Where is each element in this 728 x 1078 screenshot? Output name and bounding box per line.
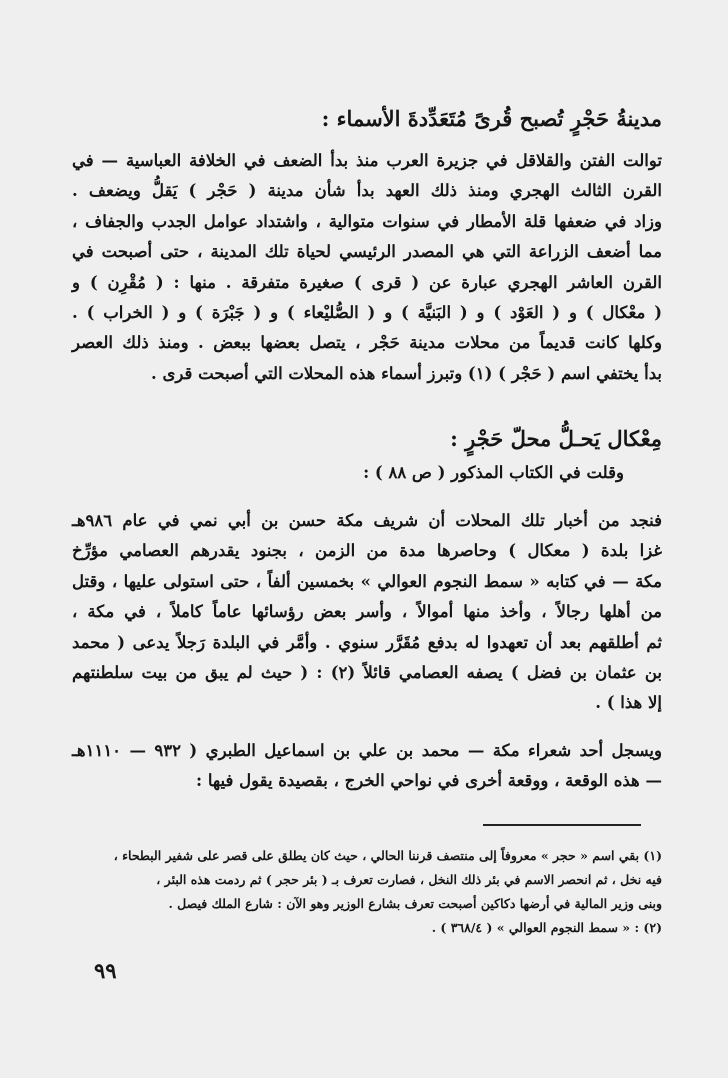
text-line: غزا بلدة ( معكال ) وحاصرها مدة من الزمن ، بجنود يقدرهم العصامي مؤرِّخ [72,541,662,561]
text-line: توالت الفتن والقلاقل في جزيرة العرب منذ بدأ الضعف في الخلافة العباسية — في [72,151,662,170]
text-line: إلا هذا ) . [595,693,662,713]
footnote-line: فيه نخل ، ثم انحصر الاسم في بئر ذلك النخل ، فصارت تعرف بـ ( بئر حجر ) ثم ردمت هذه البئر ، [156,872,662,887]
text-line: وزاد في ضعفها قلة الأمطار في سنوات متوالية ، واشتداد عوامل الجدب والجفاف ، [72,211,662,231]
page-number: ٩٩ [94,958,117,983]
text-line: — هذه الوقعة ، ووقعة أخرى في نواحي الخرج ، بقصيدة يقول فيها : [196,771,662,791]
text-line: ثم أطلقهم بعد أن تعهدوا له بدفع مُقَرَّر سنوي . وأمَّر في البلدة رَجلاً يدعى ( محمد [72,632,662,652]
paragraph-1 [72,146,662,389]
section-heading-1: مدينةُ حَجْرٍ تُصبح قُرىً مُتَعَدِّدةَ الأسماء : [321,106,662,131]
text-line: بن عثمان بن فضل ) يصفه العصامي قائلاً (٢) : ( حيث لم يبق من بيت سلطنتهم [72,663,662,683]
text-line: وقلت في الكتاب المذكور ( ص ٨٨ ) : [363,463,624,482]
paragraph-3 [72,506,662,719]
section-heading-2: مِعْكال يَحـلُّ محلّ حَجْرٍ : [450,426,662,451]
text-line: وكلها كانت قديماً من محلات مدينة حَجْر ، يتصل بعضها ببعض . ومنذ ذلك العصر [72,333,662,353]
text-line: بدأ يختفي اسم ( حَجْر ) (١) وتبرز أسماء هذه المحلات التي أصبحت قرى . [151,363,662,383]
paragraph-2 [72,458,662,488]
footnote-divider [483,824,641,826]
footnote-line: وبنى وزير المالية في أرضها دكاكين أصبحت تعرف بشارع الوزير وهو الآن : شارع الملك فيصل . [168,896,662,911]
footnote-line: (١) بقي اسم « حجر » معروفاً إلى منتصف قرننا الحالي ، حيث كان يطلق على قصر على شفير البطحاء ، [113,848,662,863]
text-line: من أهلها رجالاً ، وأخذ منها أموالاً ، وأسر بعض رؤسائها عاماً كاملاً ، في مكة ، [72,602,662,622]
text-line: فنجد من أخبار تلك المحلات أن شريف مكة حسن بن أبي نمي في عام ٩٨٦هـ [72,511,662,530]
text-line: ويسجل أحد شعراء مكة — محمد بن علي بن اسماعيل الطبري ( ٩٣٢ — ١١١٠هـ [72,741,662,760]
text-line: ( معْكال ) و ( العَوْد ) و ( البَنيَّة ) و ( الصُّليْعاء ) و ( جَبْرَة ) و ( الخراب ) . [72,303,662,323]
footnotes [72,844,662,940]
paragraph-4 [72,736,662,797]
text-line: القرن الثالث الهجري ومنذ ذلك العهد بدأ شأن مدينة ( حَجْر ) يَقلُّ ويضعف . [72,181,662,201]
text-line: القرن العاشر الهجري عبارة عن ( قرى ) صغيرة متفرقة . منها : ( مُقْرِن ) و [72,272,662,292]
text-line: مما أضعف الزراعة التي هي المصدر الرئيسي لحياة تلك المدينة ، حتى أصبحت في [72,242,662,262]
text-line: مكة — في كتابه « سمط النجوم العوالي » بخمسين ألفاً ، حتى استولى عليها ، وقتل [72,571,662,591]
footnote-line: (٢) : « سمط النجوم العوالي » ( ٣٦٨/٤ ) . [431,920,662,935]
